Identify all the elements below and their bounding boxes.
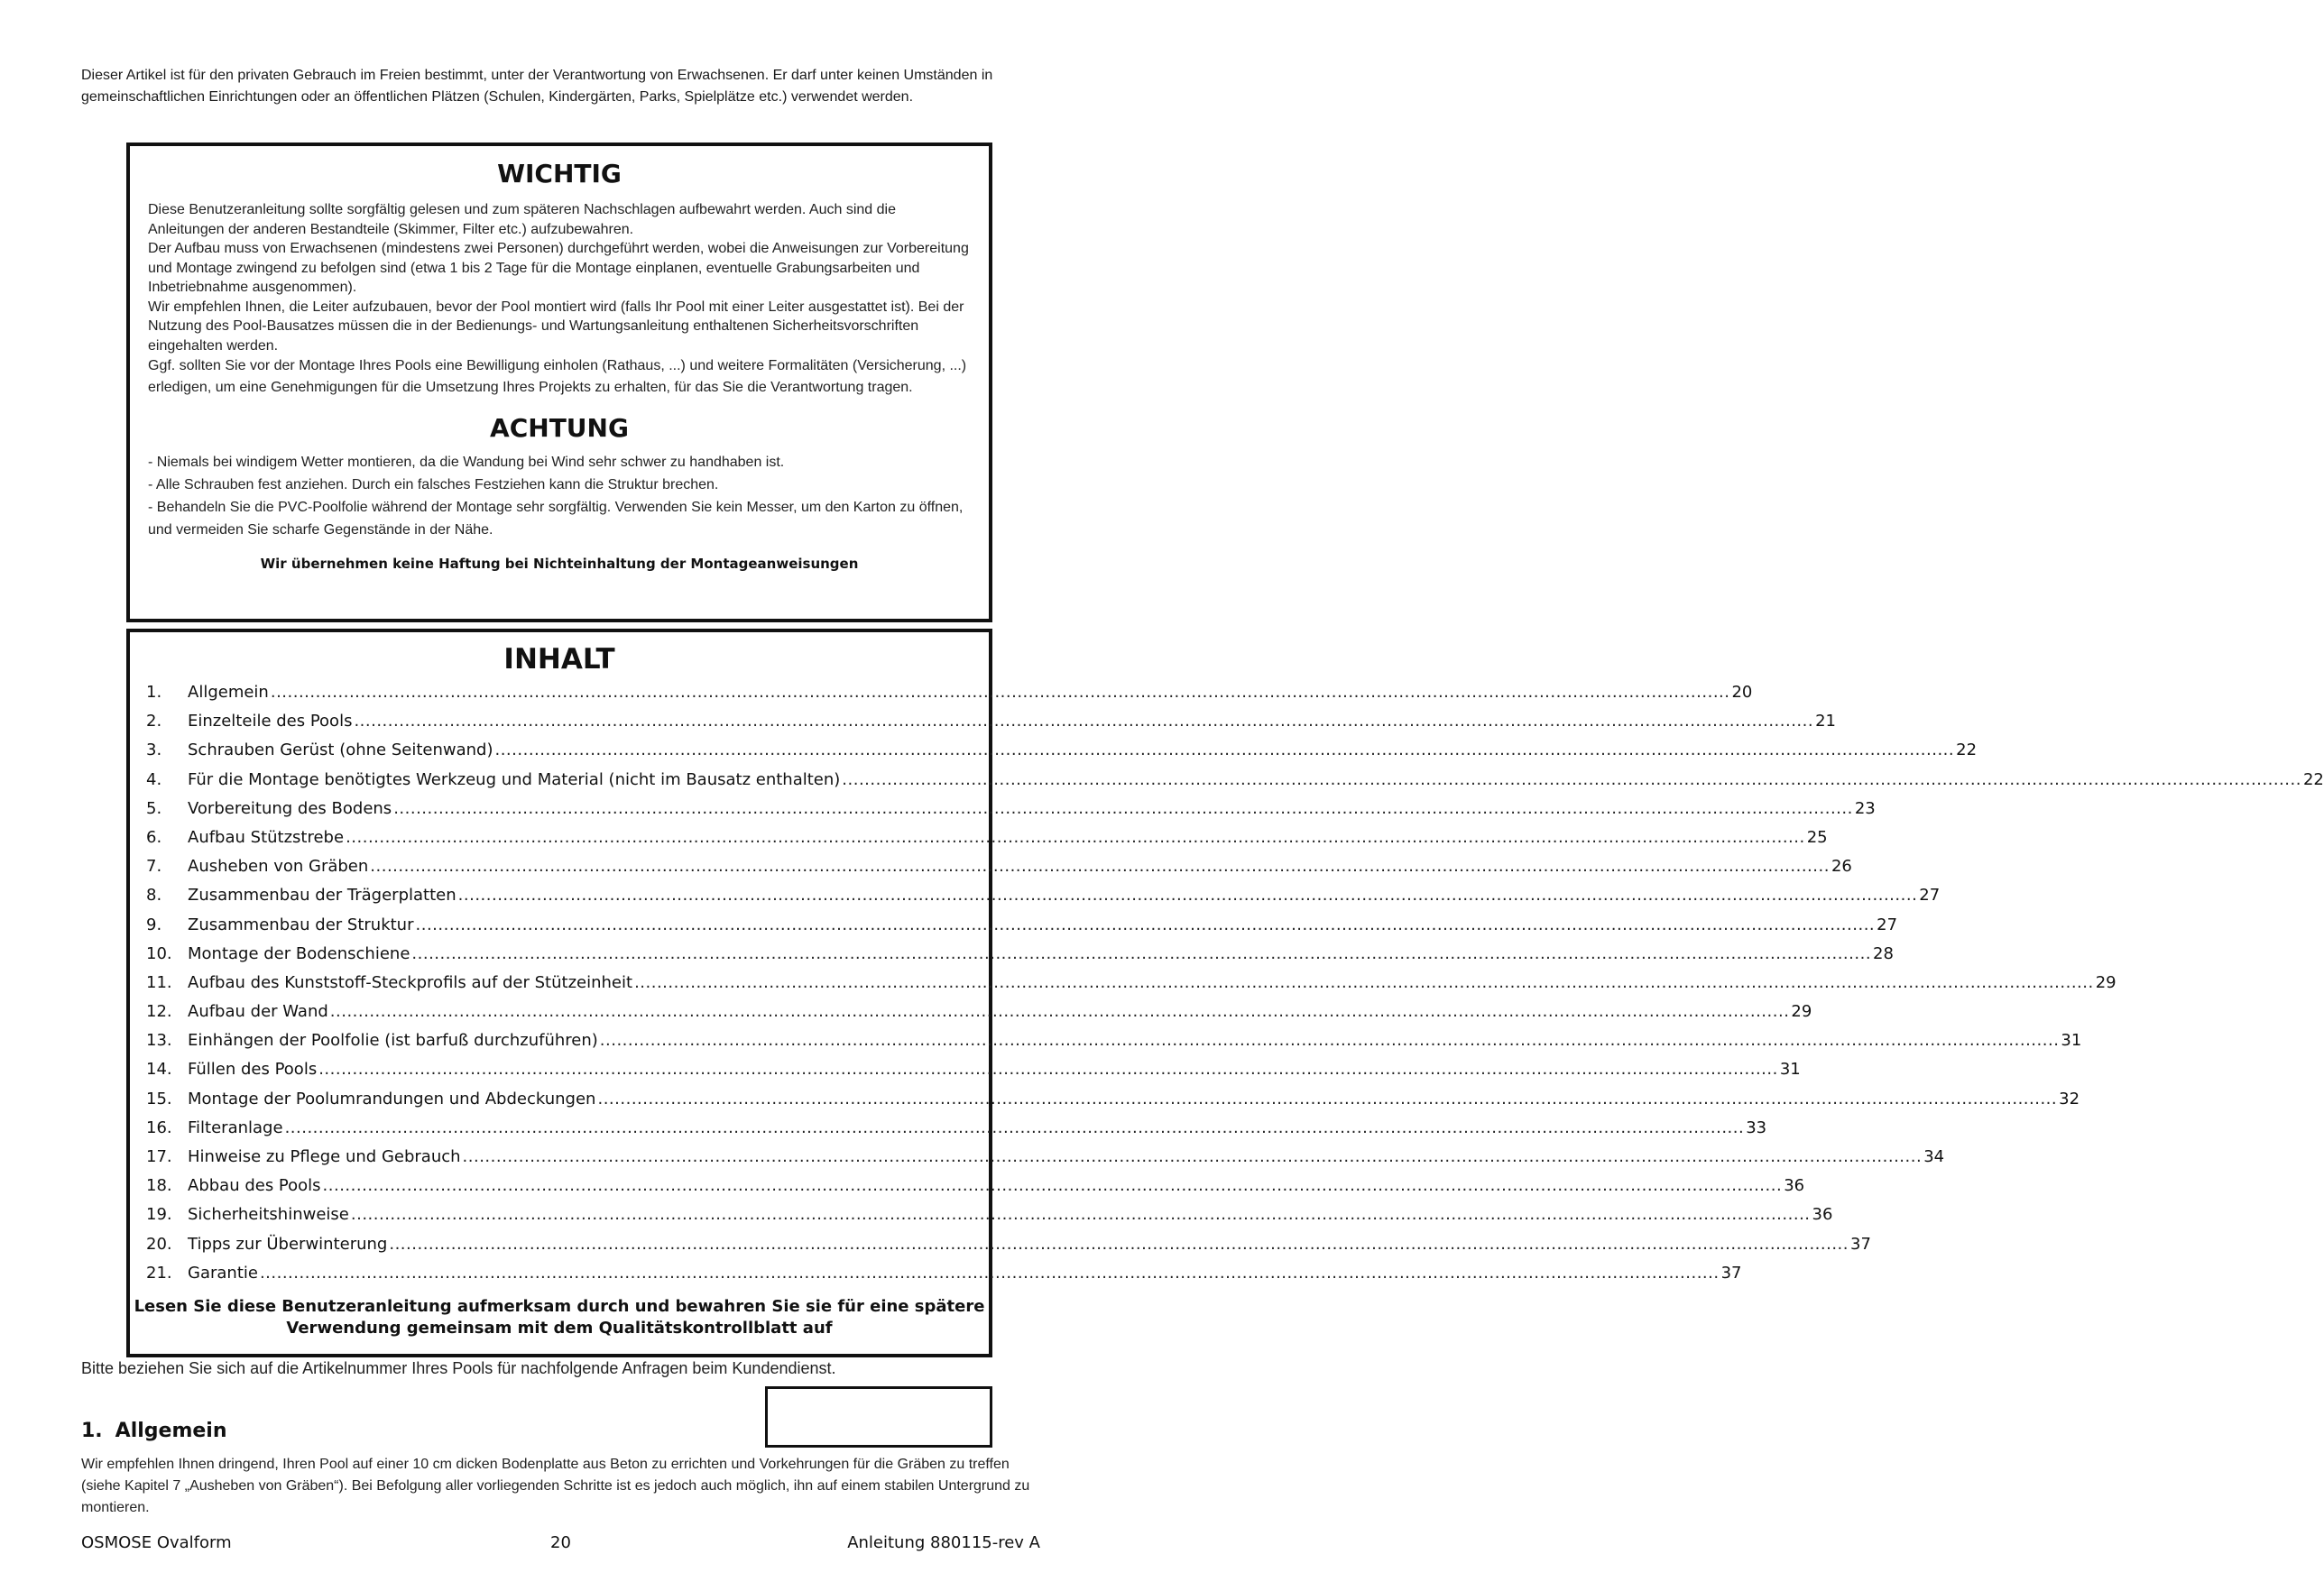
achtung-item: - Niemals bei windigem Wetter montieren, da die Wandung bei Wind sehr schwer zu handhaben ist. (148, 455, 785, 470)
toc-item-label: Aufbau Stützstrebe (188, 827, 345, 847)
toc-item-page: 25 (1806, 827, 1828, 847)
footer-product: OSMOSE Ovalform (81, 1533, 232, 1552)
toc-item-label: Einzelteile des Pools (188, 712, 353, 731)
toc-item-number: 14. (146, 1060, 172, 1080)
toc-item (146, 1263, 1742, 1292)
toc-item-page: 36 (1812, 1205, 1833, 1225)
toc-item-number: 11. (146, 972, 172, 992)
toc-item-label: Montage der Poolumrandungen und Abdeckungen (188, 1089, 596, 1108)
toc-leader-dots: .................................................................................................................................................................................................................................................................... (599, 1031, 2060, 1051)
wichtig-paragraph: Diese Benutzeranleitung sollte sorgfältig gelesen und zum späteren Nachschlagen aufbewahrt werden. Auch sind die Anleitungen der anderen Bestandteile (Skimmer, Filter etc.) aufzubewahren. (148, 202, 896, 237)
toc-item-page: 26 (1831, 857, 1852, 877)
toc-item-number: 12. (146, 1002, 172, 1022)
toc-item (146, 1089, 2080, 1118)
toc-item-page: 20 (1731, 683, 1753, 702)
toc-item-label: Zusammenbau der Struktur (188, 915, 414, 934)
toc-item-page: 37 (1720, 1263, 1742, 1283)
toc-item-label: Aufbau des Kunststoff-Steckprofils auf der Stützeinheit (188, 972, 633, 992)
toc-item-number: 18. (146, 1176, 172, 1196)
toc-item (146, 886, 1941, 915)
toc-leader-dots: .................................................................................................................................................................................................................................................................... (634, 972, 2094, 992)
intro-text: Dieser Artikel ist für den privaten Gebrauch im Freien bestimmt, unter der Verantwortung von Erwachsenen. Er darf unter keinen Umständen in gemeinschaftlichen Einrichtungen oder an öffentlichen Plätzen (Schulen, Kindergärten, Parks, Spielplätze etc.) verwendet werden. (81, 68, 993, 105)
toc-item-label: Füllen des Pools (188, 1060, 318, 1080)
toc-leader-dots: .................................................................................................................................................................................................................................................................... (842, 769, 2301, 789)
toc-item-page: 27 (1877, 915, 1898, 934)
toc-item-label: Sicherheitshinweise (188, 1205, 349, 1225)
toc-item-number: 7. (146, 857, 162, 877)
achtung-list (148, 451, 973, 541)
toc-note-line: Verwendung gemeinsam mit dem Qualitätskontrollblatt auf (286, 1318, 833, 1338)
toc-item-label: Einhängen der Poolfolie (ist barfuß durchzuführen) (188, 1031, 598, 1051)
toc-item-number: 19. (146, 1205, 172, 1225)
wichtig-paragraph: Wir empfehlen Ihnen, die Leiter aufzubauen, bevor der Pool montiert wird (falls Ihr Pool mit einer Leiter ausgestattet ist). Bei der Nutzung des Pool-Bausatzes müssen die in der Bedienungs- und Wartungsanleitung enthaltenen Sicherheitsvorschriften eingehalten werden. (148, 299, 964, 354)
toc-item-number: 5. (146, 798, 162, 818)
toc-item-page: 29 (2095, 972, 2116, 992)
toc-item-page: 27 (1919, 886, 1941, 906)
toc-item-label: Montage der Bodenschiene (188, 943, 410, 963)
toc-item-label: Hinweise zu Pflege und Gebrauch (188, 1147, 461, 1166)
toc-item (146, 1147, 1945, 1176)
toc-leader-dots: .................................................................................................................................................................................................................................................................... (411, 943, 1872, 963)
toc-item (146, 740, 1978, 769)
section-heading (81, 1420, 227, 1442)
toc-item-page: 28 (1873, 943, 1894, 963)
toc-item-label: Schrauben Gerüst (ohne Seitenwand) (188, 740, 493, 760)
toc-item-number: 17. (146, 1147, 172, 1166)
liability-disclaimer: Wir übernehmen keine Haftung bei Nichteinhaltung der Montageanweisungen (260, 556, 859, 572)
toc-item-label: Abbau des Pools (188, 1176, 321, 1196)
footer-page-number: 20 (550, 1533, 571, 1552)
footer-manual-ref: Anleitung 880115-rev A (847, 1533, 1040, 1552)
toc-item (146, 827, 1828, 857)
wichtig-heading: WICHTIG (497, 159, 622, 189)
toc-leader-dots: .................................................................................................................................................................................................................................................................... (389, 1234, 1849, 1254)
toc-item-number: 6. (146, 827, 162, 847)
toc-leader-dots: .................................................................................................................................................................................................................................................................... (259, 1263, 1720, 1283)
toc-item (146, 769, 2324, 799)
toc-item (146, 943, 1894, 973)
toc-leader-dots: .................................................................................................................................................................................................................................................................... (284, 1118, 1745, 1137)
achtung-heading: ACHTUNG (490, 413, 629, 443)
article-number-box (765, 1386, 992, 1448)
toc-item-label: Garantie (188, 1263, 258, 1283)
toc-item (146, 1060, 1801, 1089)
toc-item-number: 1. (146, 683, 162, 702)
toc-leader-dots: .................................................................................................................................................................................................................................................................... (597, 1089, 2058, 1108)
toc-item (146, 1205, 1833, 1234)
toc-item-number: 15. (146, 1089, 172, 1108)
toc-item-label: Für die Montage benötigtes Werkzeug und Material (nicht im Bausatz enthalten) (188, 769, 841, 789)
toc-leader-dots: .................................................................................................................................................................................................................................................................... (350, 1205, 1811, 1225)
toc-item-page: 21 (1815, 712, 1836, 731)
toc-item-page: 34 (1923, 1147, 1945, 1166)
toc-item-page: 31 (2061, 1031, 2082, 1051)
toc-item-label: Filteranlage (188, 1118, 283, 1137)
toc-item-label: Vorbereitung des Bodens (188, 798, 392, 818)
toc-leader-dots: .................................................................................................................................................................................................................................................................... (462, 1147, 1923, 1166)
wichtig-paragraph: Der Aufbau muss von Erwachsenen (mindestens zwei Personen) durchgeführt werden, wobei die Anweisungen zur Vorbereitung und Montage zwingend zu befolgen sind (etwa 1 bis 2 Tage für die Montage einplanen, eventuelle Grabungsarbeiten und Inbetriebnahme ausgenommen). (148, 241, 969, 295)
toc-box (126, 629, 2324, 1357)
toc-item-page: 31 (1779, 1060, 1801, 1080)
toc-heading: INHALT (503, 643, 615, 676)
toc-item-number: 13. (146, 1031, 172, 1051)
toc-leader-dots: .................................................................................................................................................................................................................................................................... (329, 1002, 1790, 1022)
toc-item (146, 972, 2116, 1002)
toc-item (146, 798, 1876, 828)
toc-item (146, 1118, 1767, 1147)
achtung-item: - Alle Schrauben fest anziehen. Durch ein falsches Festziehen kann die Struktur brechen. (148, 477, 719, 492)
toc-item-number: 4. (146, 769, 162, 789)
toc-item-label: Tipps zur Überwinterung (188, 1234, 388, 1254)
toc-leader-dots: .................................................................................................................................................................................................................................................................... (393, 798, 1853, 818)
toc-note-line: Lesen Sie diese Benutzeranleitung aufmerksam durch und bewahren Sie sie für eine spätere (134, 1296, 985, 1316)
toc-item-page: 32 (2059, 1089, 2080, 1108)
toc-item-label: Ausheben von Gräben (188, 857, 369, 877)
toc-item-label: Zusammenbau der Trägerplatten (188, 886, 456, 906)
toc-leader-dots: .................................................................................................................................................................................................................................................................... (370, 857, 1830, 877)
toc-list (130, 683, 2324, 1292)
toc-leader-dots: .................................................................................................................................................................................................................................................................... (415, 915, 1876, 934)
toc-item (146, 683, 1753, 712)
toc-leader-dots: .................................................................................................................................................................................................................................................................... (457, 886, 1918, 906)
wichtig-text (148, 200, 973, 399)
toc-note (130, 1296, 989, 1339)
toc-item-number: 20. (146, 1234, 172, 1254)
toc-item-page: 36 (1784, 1176, 1805, 1196)
toc-item-label: Allgemein (188, 683, 269, 702)
toc-leader-dots: .................................................................................................................................................................................................................................................................... (494, 740, 1955, 760)
toc-item-page: 23 (1854, 798, 1876, 818)
toc-leader-dots: .................................................................................................................................................................................................................................................................... (318, 1060, 1778, 1080)
toc-item (146, 1234, 1871, 1264)
toc-leader-dots: .................................................................................................................................................................................................................................................................... (354, 712, 1814, 731)
section-number: 1. (81, 1420, 103, 1442)
reference-note: Bitte beziehen Sie sich auf die Artikelnummer Ihres Pools für nachfolgende Anfragen beim Kundendienst. (81, 1359, 836, 1377)
page-footer (81, 1533, 1040, 1552)
toc-item-number: 16. (146, 1118, 172, 1137)
toc-item (146, 915, 1898, 944)
toc-item-number: 10. (146, 943, 172, 963)
toc-item (146, 1031, 2082, 1060)
toc-item (146, 1176, 1805, 1205)
toc-item-number: 9. (146, 915, 162, 934)
toc-item-page: 22 (2302, 769, 2324, 789)
wichtig-paragraph: Ggf. sollten Sie vor der Montage Ihres Pools eine Bewilligung einholen (Rathaus, ...) und weitere Formalitäten (Versicherung, ...) erledigen, um eine Genehmigungen für die Umsetzung Ihres Projekts zu erhalten, für das Sie die Verantwortung tragen. (148, 358, 967, 395)
toc-item-number: 21. (146, 1263, 172, 1283)
toc-item-page: 33 (1746, 1118, 1767, 1137)
toc-item-page: 29 (1791, 1002, 1812, 1022)
section-text: Wir empfehlen Ihnen dringend, Ihren Pool auf einer 10 cm dicken Bodenplatte aus Beton zu errichten und Vorkehrungen für die Gräben zu treffen (siehe Kapitel 7 „Ausheben von Gräben“). Bei Befolgung aller vorliegenden Schritte ist es jedoch auch möglich, ihn auf einem stabilen Untergrund zu montieren. (81, 1457, 1030, 1515)
toc-item-number: 3. (146, 740, 162, 760)
toc-item (146, 1002, 1812, 1031)
toc-item-label: Aufbau der Wand (188, 1002, 328, 1022)
toc-item (146, 857, 1852, 886)
toc-item (146, 712, 1836, 740)
achtung-item: - Behandeln Sie die PVC-Poolfolie während der Montage sehr sorgfältig. Verwenden Sie kein Messer, um den Karton zu öffnen, und vermeiden Sie scharfe Gegenstände in der Nähe. (148, 500, 964, 538)
toc-item-number: 8. (146, 886, 162, 906)
warning-box (126, 143, 992, 622)
toc-leader-dots: .................................................................................................................................................................................................................................................................... (346, 827, 1805, 847)
toc-leader-dots: .................................................................................................................................................................................................................................................................... (270, 683, 1730, 702)
toc-leader-dots: .................................................................................................................................................................................................................................................................... (322, 1176, 1783, 1196)
section-title: Allgemein (115, 1420, 227, 1442)
toc-item-number: 2. (146, 712, 162, 731)
toc-item-page: 22 (1956, 740, 1978, 760)
toc-item-page: 37 (1850, 1234, 1871, 1254)
